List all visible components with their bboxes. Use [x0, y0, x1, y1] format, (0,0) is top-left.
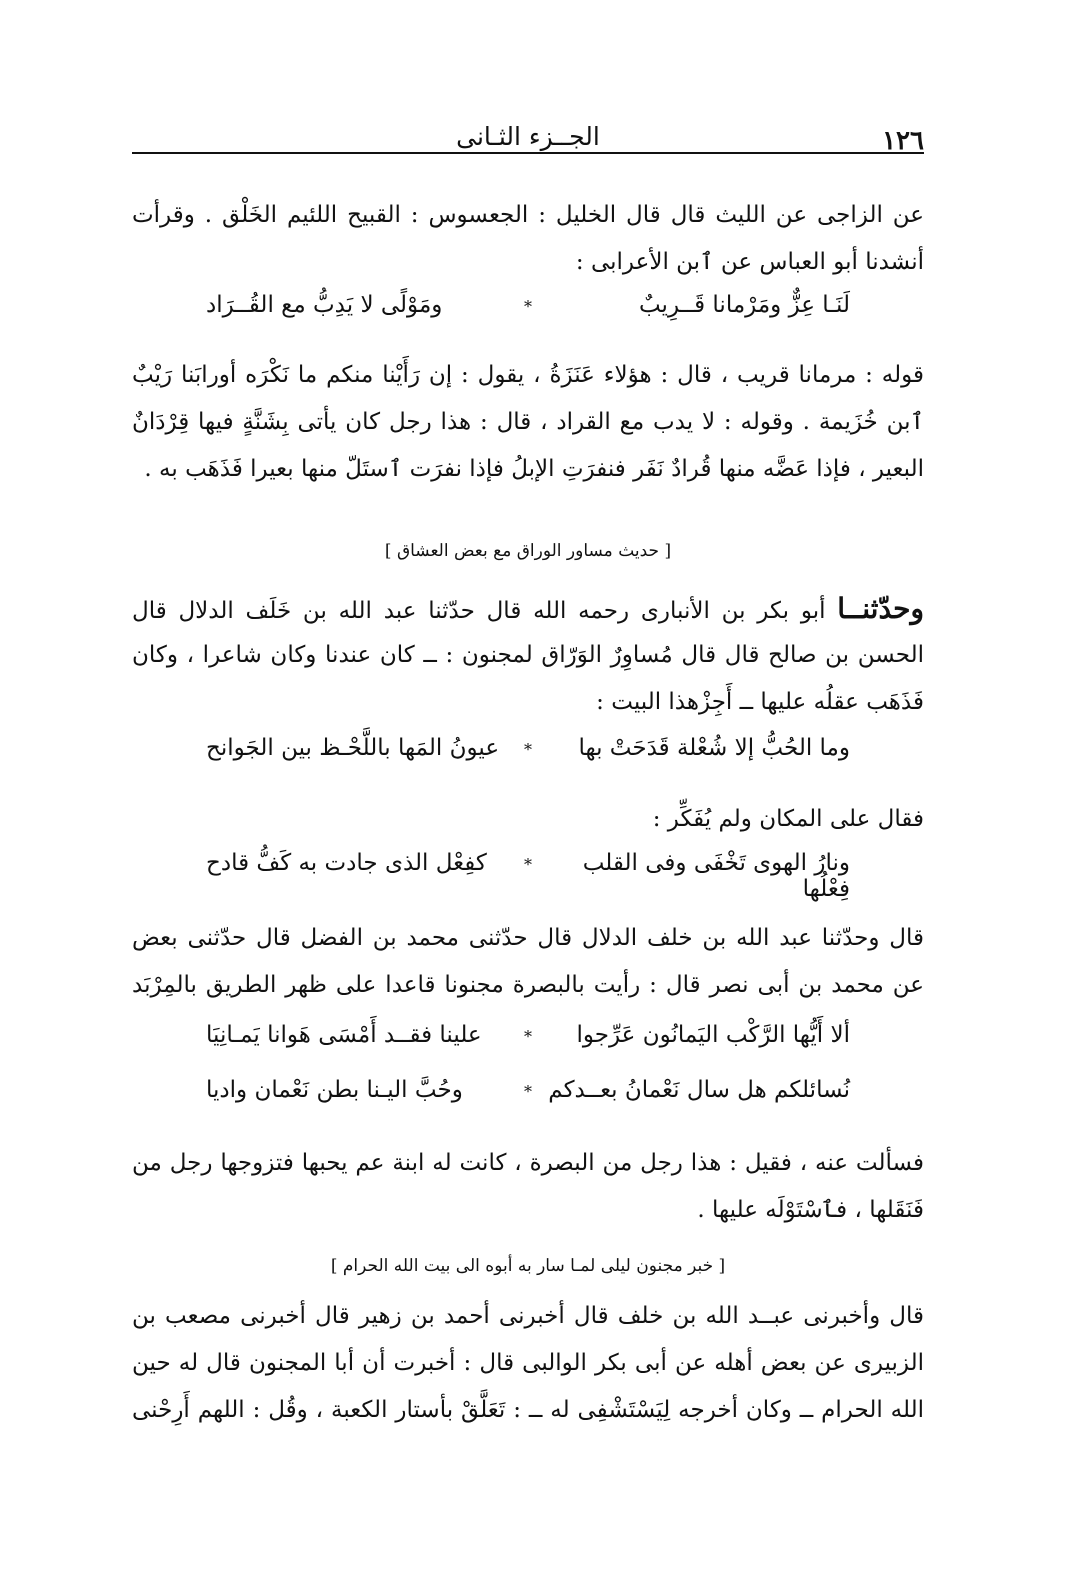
- verse-4: [132, 1022, 924, 1066]
- verse-first-hemistich: نُسائلكم هل سال نَعْمانُ بعــدكم: [548, 1077, 850, 1103]
- text-line: البعير ، فإذا عَضَّه منها قُرادٌ نَفَر فنفرَتِ الإبلُ فإذا نفرَت ٱستَلّ منها بعيرا فَذَهَب به .: [144, 456, 924, 482]
- verse-second-hemistich: عيونُ المَها باللَّحْـظ بين الجَوانح: [206, 735, 500, 761]
- verse-first-hemistich: ونارُ الهوى تَخْفَى وفى القلب فِعْلُها: [582, 850, 850, 902]
- paragraph-7: [132, 1293, 924, 1434]
- verse-separator: *: [524, 740, 532, 759]
- text-line: الله الحرام ــ وكان أخرجه لِيَسْتَشْفِى له ــ : تَعَلَّقْ بأستار الكعبة ، وقُل : اللهم أَرِحْنى: [132, 1397, 924, 1423]
- verse-separator: *: [524, 1082, 532, 1101]
- verse-5: [132, 1077, 924, 1121]
- text-line: قوله : مرمانا قريب ، قال : هؤلاء عَنَزَةُ ، يقول : إن رَأَيْنا منكم ما نَكْرَه أورابَنا رَيْبٌ: [132, 362, 924, 388]
- text-line: قال وحدّثنا عبد الله بن خلف الدلال قال حدّثنى محمد بن الفضل قال حدّثنى بعض: [132, 925, 924, 951]
- text-line: عن محمد بن أبى نصر قال : رأيت بالبصرة مجنونا قاعدا على ظهر الطريق بالمِرْبَد: [132, 972, 924, 998]
- paragraph-2: [132, 352, 924, 493]
- verse-separator: *: [524, 297, 532, 316]
- text-line: أنشدنا أبو العباس عن ٱبن الأعرابى :: [575, 249, 924, 275]
- lead-word: وحدّثنــا: [837, 592, 924, 625]
- text-line: عن الزاجى عن الليث قال قال الخليل : الجعسوس : القبيح اللئيم الخَلْق . وقرأت: [132, 202, 924, 228]
- verse-separator: *: [524, 855, 532, 874]
- paragraph-1: [132, 192, 924, 286]
- verse-separator: *: [524, 1027, 532, 1046]
- paragraph-5: [132, 915, 924, 1009]
- text-line: قال وأخبرنى عبــد الله بن خلف قال أخبرنى أحمد بن زهير قال أخبرنى مصعب بن: [132, 1303, 924, 1329]
- text-line: الزبيرى عن بعض أهله عن أبى بكر الوالبى قال : أخبرت أن أبا المجنون قال له حين: [132, 1350, 924, 1376]
- section-heading-1: [ حديث مساور الوراق مع بعض العشاق ]: [384, 541, 672, 561]
- text-line: فَذَهَب عقلُه عليها ــ أَجِزْهذا البيت :: [596, 689, 924, 715]
- verse-1: [132, 292, 924, 336]
- text-fragment: أبو بكر بن الأنبارى رحمه الله قال حدّثنا عبد الله بن خَلَف الدلال قال: [132, 598, 826, 624]
- paragraph-3: [132, 585, 924, 726]
- text-line: فَنَقَلها ، فٱسْتَوْلَه عليها .: [697, 1197, 924, 1223]
- verse-second-hemistich: وحُبَّ اليـنا بطن نَعْمان واديا: [206, 1077, 463, 1103]
- text-line: ٱبن خُزَيمة . وقوله : لا يدب مع القراد ، قال : هذا رجل كان يأتى بِشَنَّةٍ فيها قِرْدَانٌ: [132, 409, 924, 435]
- verse-second-hemistich: ومَوْلًى لا يَدِبُّ مع القُــرَاد: [206, 292, 443, 318]
- verse-first-hemistich: ألا أَيُّها الرَّكْب اليَمانُون عَرِّجوا: [576, 1022, 850, 1048]
- text-line: الحسن بن صالح قال قال مُساوِرٌ الوَرّاق لمجنون : ــ كان عندنا وكان شاعرا ، وكان: [132, 642, 924, 668]
- page-number: ١٢٦: [882, 126, 924, 156]
- verse-second-hemistich: علينا فقــد أَمْسَى هَوانا يَمـانِيَا: [206, 1022, 482, 1048]
- text-line: [132, 585, 924, 632]
- verse-second-hemistich: كفِعْل الذى جادت به كَفُّ قادح: [206, 850, 487, 876]
- text-line: فسألت عنه ، فقيل : هذا رجل من البصرة ، كانت له ابنة عم يحبها فتزوجها رجل من: [132, 1150, 924, 1176]
- verse-2: [132, 735, 924, 779]
- section-heading-2: [ خبر مجنون ليلى لمـا سار به أبوه الى بيت الله الحرام ]: [330, 1256, 726, 1276]
- verse-3: [132, 850, 924, 902]
- running-title: الجــزء الثـانى: [456, 122, 600, 151]
- header-rule: [132, 152, 924, 154]
- paragraph-4: [132, 796, 924, 843]
- verse-first-hemistich: لَنَـا عِزٌّ ومَرْمانا قَــرِيبٌ: [638, 292, 850, 318]
- paragraph-6: [132, 1140, 924, 1234]
- verse-first-hemistich: وما الحُبُّ إلا شُعْلة قَدَحَتْ بها: [578, 735, 850, 761]
- text-line: فقال على المكان ولم يُفَكِّر :: [652, 806, 924, 832]
